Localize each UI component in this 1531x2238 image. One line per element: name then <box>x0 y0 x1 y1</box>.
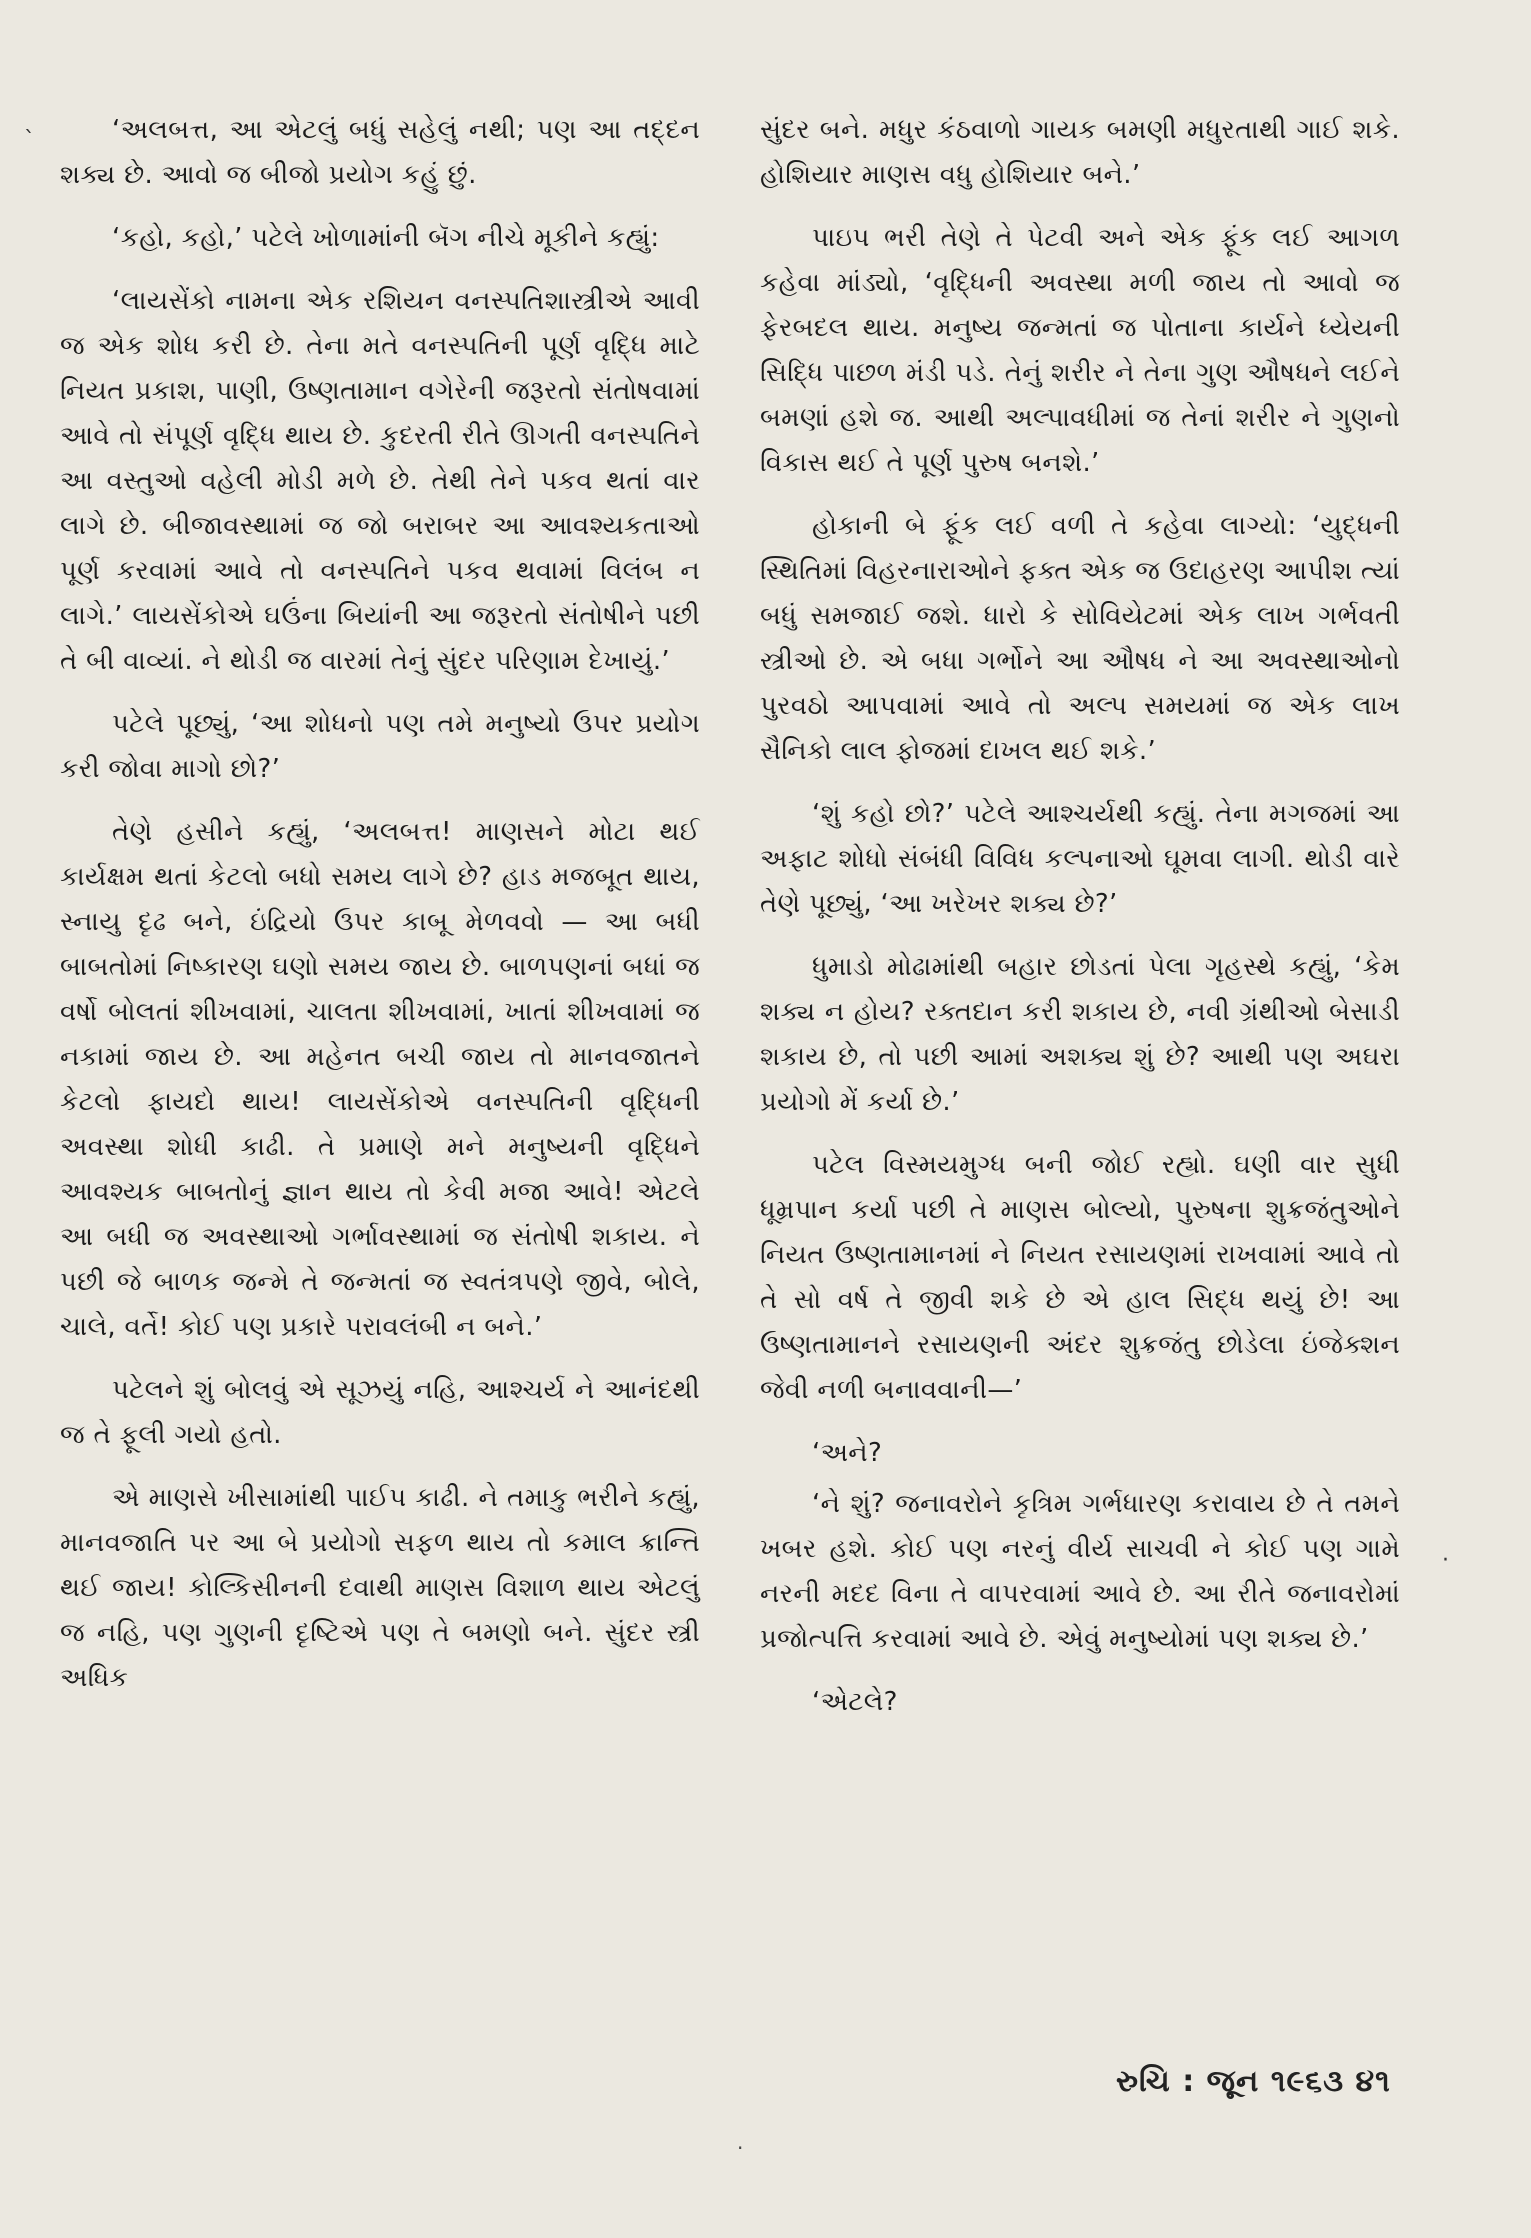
page-footer: રુચિ : જૂન ૧૯૬૩ ૪૧ <box>1116 2064 1391 2099</box>
paragraph: પટેલે પૂછ્યું, ‘આ શોધનો પણ તમે મનુષ્યો ઉપર પ્રયોગ કરી જોવા માગો છો?’ <box>60 709 700 784</box>
paragraph: ‘લાયસેંકો નામના એક રશિયન વનસ્પતિશાસ્ત્રીએ આવી જ એક શોધ કરી છે. તેના મતે વનસ્પતિની પૂર્ણ વૃદ્ધિ માટે નિયત પ્રકાશ, પાણી, ઉષ્ણતામાન વગેરેની જરૂરતો સંતોષવામાં આવે તો સંપૂર્ણ વૃદ્ધિ થાય છે. કુદરતી રીતે ઊગતી વનસ્પતિને આ વસ્તુઓ વહેલી મોડી મળે છે. તેથી તેને પકવ થતાં વાર લાગે છે. બીજાવસ્થામાં જ જો બરાબર આ આવશ્યકતાઓ પૂર્ણ કરવામાં આવે તો વનસ્પતિને પકવ થવામાં વિલંબ ન લાગે.’ લાયસેંકોએ ઘઉંના બિયાંની આ જરૂરતો સંતોષીને પછી તે બી વાવ્યાં. ને થોડી જ વારમાં તેનું સુંદર પરિણામ દેખાયું.’ <box>60 286 700 676</box>
left-column <box>60 108 700 1719</box>
paragraph: પાઇપ ભરી તેણે તે પેટવી અને એક ફૂંક લઈ આગળ કહેવા માંડ્યો, ‘વૃદ્ધિની અવસ્થા મળી જાય તો આવો જ ફેરબદલ થાય. મનુષ્ય જન્મતાં જ પોતાના કાર્યને ધ્યેયની સિદ્ધિ પાછળ મંડી પડે. તેનું શરીર ને તેના ગુણ ઔષધને લઈને બમણાં હશે જ. આથી અલ્પાવધીમાં જ તેનાં શરીર ને ગુણનો વિકાસ થઈ તે પૂર્ણ પુરુષ બનશે.’ <box>760 223 1400 478</box>
paragraph: સુંદર બને. મધુર કંઠવાળો ગાયક બમણી મધુરતાથી ગાઈ શકે. હોશિયાર માણસ વધુ હોશિયાર બને.’ <box>760 115 1400 190</box>
paragraph: તેણે હસીને કહ્યું, ‘અલબત્ત! માણસને મોટા થઈ કાર્યક્ષમ થતાં કેટલો બધો સમય લાગે છે? હાડ મજબૂત થાય, સ્નાયુ દૃઢ બને, ઇંદ્રિયો ઉપર કાબૂ મેળવવો — આ બધી બાબતોમાં નિષ્કારણ ઘણો સમય જાય છે. બાળપણનાં બધાં જ વર્ષો બોલતાં શીખવામાં, ચાલતા શીખવામાં, ખાતાં શીખવામાં જ નકામાં જાય છે. આ મહેનત બચી જાય તો માનવજાતને કેટલો ફાયદો થાય! લાયસેંકોએ વનસ્પતિની વૃદ્ધિની અવસ્થા શોધી કાઢી. તે પ્રમાણે મને મનુષ્યની વૃદ્ધિને આવશ્યક બાબતોનું જ્ઞાન થાય તો કેવી મજા આવે! એટલે આ બધી જ અવસ્થાઓ ગર્ભાવસ્થામાં જ સંતોષી શકાય. ને પછી જે બાળક જન્મે તે જન્મતાં જ સ્વતંત્રપણે જીવે, બોલે, ચાલે, વર્તે! કોઈ પણ પ્રકારે પરાવલંબી ન બને.’ <box>60 817 700 1342</box>
margin-mark: ˋ <box>24 128 35 153</box>
paragraph: ધુમાડો મોઢામાંથી બહાર છોડતાં પેલા ગૃહસ્થે કહ્યું, ‘કેમ શક્ય ન હોય? રક્તદાન કરી શકાય છે, નવી ગ્રંથીઓ બેસાડી શકાય છે, તો પછી આમાં અશક્ય શું છે? આથી પણ અઘરા પ્રયોગો મેં કર્યા છે.’ <box>760 952 1400 1117</box>
paragraph: ‘એટલે? <box>812 1687 898 1717</box>
paragraph: પટેલને શું બોલવું એ સૂઝયું નહિ, આશ્ચર્ય ને આનંદથી જ તે ફૂલી ગયો હતો. <box>60 1375 700 1450</box>
paragraph: પટેલ વિસ્મયમુગ્ધ બની જોઈ રહ્યો. ઘણી વાર સુધી ધૂમ્રપાન કર્યા પછી તે માણસ બોલ્યો, પુરુષના શુક્રજંતુઓને નિયત ઉષ્ણતામાનમાં ને નિયત રસાયણમાં રાખવામાં આવે તો તે સો વર્ષ તે જીવી શકે છે એ હાલ સિદ્ધ થયું છે! આ ઉષ્ણતામાનને રસાયણની અંદર શુક્રજંતુ છોડેલા ઇંજેક્શન જેવી નળી બનાવવાની—’ <box>760 1150 1400 1405</box>
paragraph: ‘અને? <box>812 1438 883 1468</box>
margin-mark: · <box>737 2136 744 2160</box>
paragraph: ‘કહો, કહો,’ પટેલે ખોળામાંની બૅગ નીચે મૂકીને કહ્યું: <box>112 223 660 253</box>
margin-mark: · <box>1442 1548 1449 1573</box>
paragraph: હોકાની બે ફૂંક લઈ વળી તે કહેવા લાગ્યો: ‘યુદ્ધની સ્થિતિમાં વિહરનારાઓને ફક્ત એક જ ઉદાહરણ આપીશ ત્યાં બધું સમજાઈ જશે. ધારો કે સોવિયેટમાં એક લાખ ગર્ભવતી સ્ત્રીઓ છે. એ બધા ગર્ભોને આ ઔષધ ને આ અવસ્થાઓનો પુરવઠો આપવામાં આવે તો અલ્પ સમયમાં જ એક લાખ સૈનિકો લાલ ફોજમાં દાખલ થઈ શકે.’ <box>760 511 1400 766</box>
paragraph: ‘અલબત્ત, આ એટલું બધું સહેલું નથી; પણ આ તદ્દન શક્ય છે. આવો જ બીજો પ્રયોગ કહું છું. <box>60 115 700 190</box>
paragraph: ‘ને શું? જનાવરોને કૃત્રિમ ગર્ભધારણ કરાવાય છે તે તમને ખબર હશે. કોઈ પણ નરનું વીર્ય સાચવી ને કોઈ પણ ગામે નરની મદદ વિના તે વાપરવામાં આવે છે. આ રીતે જનાવરોમાં પ્રજોત્પત્તિ કરવામાં આવે છે. એવું મનુષ્યોમાં પણ શક્ય છે.’ <box>760 1489 1400 1654</box>
right-column <box>760 108 1400 1743</box>
paragraph: ‘શું કહો છો?’ પટેલે આશ્ચર્યથી કહ્યું. તેના મગજમાં આ અફાટ શોધો સંબંધી વિવિધ કલ્પનાઓ ઘૂમવા લાગી. થોડી વારે તેણે પૂછ્યું, ‘આ ખરેખર શક્ય છે?’ <box>760 799 1400 919</box>
paragraph: એ માણસે ખીસામાંથી પાઈપ કાઢી. ને તમાકુ ભરીને કહ્યું, માનવજાતિ પર આ બે પ્રયોગો સફળ થાય તો કમાલ ક્રાન્તિ થઈ જાય! કોલ્કિસીનની દવાથી માણસ વિશાળ થાય એટલું જ નહિ, પણ ગુણની દૃષ્ટિએ પણ તે બમણો બને. સુંદર સ્ત્રી અધિક <box>60 1483 700 1693</box>
